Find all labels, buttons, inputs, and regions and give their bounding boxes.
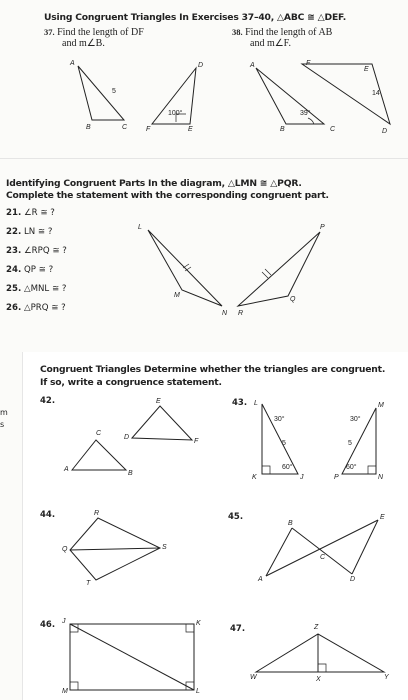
- label-F-38: F: [306, 60, 311, 67]
- label-Y-47: Y: [384, 674, 389, 681]
- label-C-42: C: [96, 430, 102, 437]
- ex46-number: 46.: [40, 620, 56, 630]
- label-M-46: M: [62, 688, 68, 695]
- label-F-37: F: [146, 126, 151, 133]
- item-24-num: 24.: [6, 265, 22, 275]
- item-21-text: ∠R ≅ ?: [23, 208, 55, 218]
- label-D-37: D: [198, 62, 204, 69]
- label-L-43: L: [254, 400, 258, 407]
- angle-60-43b: 60°: [346, 464, 357, 471]
- label-A-37: A: [70, 60, 75, 67]
- angle-60-43a: 60°: [282, 464, 293, 471]
- section3-subheading: If so, write a congruence statement.: [40, 377, 222, 388]
- label-E-42: E: [156, 398, 161, 405]
- label-E-37: E: [188, 126, 193, 133]
- item-25-num: 25.: [6, 284, 22, 294]
- side-5-37: 5: [112, 88, 116, 95]
- section3-heading: Congruent Triangles Determine whether the triangles are congruent.: [40, 364, 386, 375]
- section2-heading: Identifying Congruent Parts In the diagram, △LMN ≅ △PQR.: [6, 178, 302, 189]
- ex47-number: 47.: [230, 624, 246, 634]
- label-B-38: B: [280, 126, 285, 133]
- item-21-num: 21.: [6, 208, 22, 218]
- ex37-line1: Find the length of DF: [57, 27, 144, 38]
- label-L-46: L: [196, 688, 200, 695]
- side-5-43b: 5: [348, 440, 352, 447]
- side-14-38: 14: [372, 90, 380, 97]
- label-M: M: [174, 292, 180, 299]
- margin-m: m: [0, 408, 8, 417]
- label-C-38: C: [330, 126, 336, 133]
- label-J-46: J: [62, 618, 66, 625]
- ex38-number: 38.: [232, 27, 243, 37]
- ex43-number: 43.: [232, 398, 248, 408]
- label-F-42: F: [194, 438, 199, 445]
- item-26-text: △PRQ ≅ ?: [23, 303, 66, 313]
- label-D-42: D: [124, 434, 130, 441]
- triangle-abc-42: [72, 440, 126, 470]
- label-M-43: M: [378, 402, 384, 409]
- label-P: P: [320, 224, 325, 231]
- section2-subheading: Complete the statement with the corresponding congruent part.: [6, 190, 329, 201]
- ex38-line2: and m∠F.: [250, 38, 291, 49]
- angle-30-43a: 30°: [274, 416, 285, 423]
- side-5-43a: 5: [282, 440, 286, 447]
- triangle-def-42: [132, 406, 192, 440]
- ex37-line2: and m∠B.: [62, 38, 105, 49]
- ex42-number: 42.: [40, 396, 56, 406]
- margin-s: s: [0, 420, 5, 429]
- label-Z-47: Z: [314, 624, 319, 631]
- label-N: N: [222, 310, 228, 317]
- label-Q: Q: [290, 296, 296, 303]
- label-W-47: W: [250, 674, 257, 681]
- label-A-42: A: [64, 466, 69, 473]
- label-A-38: A: [250, 62, 255, 69]
- label-E-38: E: [364, 66, 369, 73]
- label-C-37: C: [122, 124, 128, 131]
- section1-heading: Using Congruent Triangles In Exercises 37–40, △ABC ≅ △DEF.: [44, 12, 347, 23]
- item-26-num: 26.: [6, 303, 22, 313]
- item-22-text: LN ≅ ?: [23, 227, 53, 237]
- label-T-44: T: [86, 580, 91, 587]
- label-B-42: B: [128, 470, 133, 477]
- angle-30-43b: 30°: [350, 416, 361, 423]
- item-23-text: ∠RPQ ≅ ?: [23, 246, 67, 256]
- label-B-37: B: [86, 124, 91, 131]
- ex37-number: 37.: [44, 27, 55, 37]
- label-E-45: E: [380, 514, 385, 521]
- triangle-wzy-47: [256, 634, 384, 672]
- label-S-44: S: [162, 544, 167, 551]
- label-R-44: R: [94, 510, 100, 517]
- label-D-38: D: [382, 128, 388, 135]
- label-B-45: B: [288, 520, 293, 527]
- ex45-number: 45.: [228, 512, 244, 522]
- item-23-num: 23.: [6, 246, 22, 256]
- label-J-43: J: [300, 474, 304, 481]
- label-R: R: [238, 310, 244, 317]
- angle-39-38: 39°: [300, 110, 311, 117]
- label-D-45: D: [350, 576, 356, 583]
- label-L: L: [138, 224, 142, 231]
- label-P-43: P: [334, 474, 339, 481]
- ex38-line1: Find the length of AB: [245, 27, 333, 38]
- label-C-45: C: [320, 554, 326, 561]
- label-A-45: A: [258, 576, 263, 583]
- ex44-number: 44.: [40, 510, 56, 520]
- label-K-43: K: [252, 474, 257, 481]
- label-K-46: K: [196, 620, 201, 627]
- item-25-text: △MNL ≅ ?: [23, 284, 67, 294]
- item-24-text: QP ≅ ?: [23, 265, 54, 275]
- angle-100-37: 100°: [168, 110, 183, 117]
- label-X-47: X: [316, 676, 321, 683]
- label-Q-44: Q: [62, 546, 68, 553]
- label-N-43: N: [378, 474, 384, 481]
- item-22-num: 22.: [6, 227, 22, 237]
